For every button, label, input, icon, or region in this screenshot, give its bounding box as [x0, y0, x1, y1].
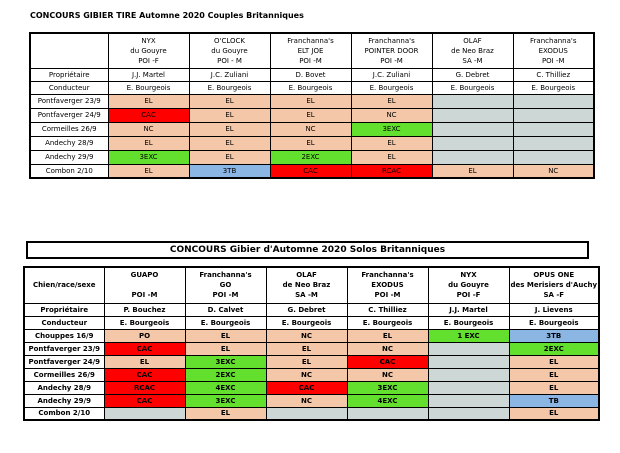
dog-breed-sex: SA -M [462, 56, 483, 65]
dog-name: Franchanna's [368, 36, 415, 45]
table-row [30, 150, 594, 164]
dog-breed-sex: SA -F [543, 291, 565, 300]
owner-cell: J.J. Martel [428, 303, 509, 316]
trial-row-label: Pontfaverger 23/9 [24, 342, 104, 355]
dog-breed-sex: POI -M [299, 56, 322, 65]
dog-name: NYX [141, 36, 156, 45]
owner-cell: J. Lievens [509, 303, 599, 316]
trial-row-label: Chouppes 16/9 [24, 329, 104, 342]
result-cell: EL [266, 342, 347, 355]
result-cell [513, 122, 594, 136]
owner-cell: G. Debret [432, 68, 513, 81]
result-cell: EL [509, 381, 599, 394]
dog-header-cell [509, 267, 599, 303]
result-cell: NC [270, 122, 351, 136]
result-cell: EL [108, 94, 189, 108]
result-cell: EL [432, 164, 513, 178]
result-cell [432, 150, 513, 164]
owner-cell: D. Calvet [185, 303, 266, 316]
table-row [24, 303, 599, 316]
trial-row-label: Andechy 28/9 [24, 381, 104, 394]
trial-row-label: Andechy 28/9 [30, 136, 108, 150]
dog-kennel: ELT JOE [297, 46, 324, 55]
dog-name: NYX [460, 271, 477, 280]
result-cell: NC [266, 368, 347, 381]
result-cell: NC [266, 394, 347, 407]
table-row [30, 108, 594, 122]
dog-breed-sex: POI -F [456, 291, 481, 300]
couples-table-title: CONCOURS GIBIER TIRE Automne 2020 Couples Britanniques [30, 11, 304, 20]
table-row [24, 368, 599, 381]
result-cell: 2EXC [185, 368, 266, 381]
couples-results-table [29, 32, 595, 179]
result-cell: 3EXC [351, 122, 432, 136]
dog-name: GUAPO [130, 271, 159, 280]
dog-breed-sex: POI - M [217, 56, 242, 65]
table-row [24, 316, 599, 329]
result-cell: 3EXC [108, 150, 189, 164]
result-cell: 1 EXC [428, 329, 509, 342]
table-row [24, 329, 599, 342]
result-cell: RCAC [351, 164, 432, 178]
dog-breed-sex: POI -M [380, 56, 403, 65]
handler-cell: E. Bourgeois [351, 81, 432, 94]
result-cell: NC [351, 108, 432, 122]
result-cell: CAC [270, 164, 351, 178]
dog-kennel: POINTER DOOR [364, 46, 419, 55]
handler-cell: E. Bourgeois [428, 316, 509, 329]
handler-cell: E. Bourgeois [270, 81, 351, 94]
result-cell: EL [108, 164, 189, 178]
result-cell: EL [189, 108, 270, 122]
table-row [30, 81, 594, 94]
trial-row-label: Combon 2/10 [24, 407, 104, 420]
result-cell: CAC [104, 342, 185, 355]
dog-name: Franchanna's [361, 271, 414, 280]
dog-header-cell [189, 33, 270, 68]
result-cell [513, 108, 594, 122]
dog-kennel: GO [219, 281, 232, 290]
handler-cell: E. Bourgeois [513, 81, 594, 94]
result-cell: EL [509, 355, 599, 368]
dog-header-cell [513, 33, 594, 68]
handler-cell: E. Bourgeois [432, 81, 513, 94]
table-row [24, 381, 599, 394]
handler-cell: E. Bourgeois [266, 316, 347, 329]
dog-name: O'CLOCK [214, 36, 245, 45]
corner-cell: Chien/race/sexe [24, 267, 104, 303]
dog-header-cell [351, 33, 432, 68]
table-row [24, 342, 599, 355]
result-cell: EL [266, 355, 347, 368]
result-cell: EL [189, 122, 270, 136]
dog-kennel: du Gouyre [448, 281, 489, 290]
dog-header-cell [266, 267, 347, 303]
result-cell: PO [104, 329, 185, 342]
owner-cell: C. Thilliez [513, 68, 594, 81]
result-cell [432, 136, 513, 150]
result-cell: 4EXC [185, 381, 266, 394]
table-row [30, 68, 594, 81]
handler-cell: E. Bourgeois [185, 316, 266, 329]
table-row [30, 33, 594, 68]
result-cell: EL [189, 150, 270, 164]
dog-breed-sex: POI -M [541, 56, 565, 65]
trial-row-label: Combon 2/10 [30, 164, 108, 178]
owner-cell: J.C. Zuliani [351, 68, 432, 81]
table-row [30, 122, 594, 136]
dog-name: Franchanna's [530, 36, 577, 45]
table-row [24, 267, 599, 303]
result-cell [428, 342, 509, 355]
dog-name: Franchanna's [287, 36, 334, 45]
dog-header-cell [428, 267, 509, 303]
owner-cell: D. Bovet [270, 68, 351, 81]
result-cell [428, 394, 509, 407]
result-cell: TB [509, 394, 599, 407]
dog-name: OLAF [463, 36, 482, 45]
result-cell [266, 407, 347, 420]
result-cell [432, 122, 513, 136]
result-cell: CAC [108, 108, 189, 122]
dog-kennel: du Gouyre [130, 46, 167, 55]
dog-header-cell [185, 267, 266, 303]
result-cell: 3TB [509, 329, 599, 342]
table-row [24, 407, 599, 420]
dog-kennel: EXODUS [538, 46, 568, 55]
result-cell: EL [351, 136, 432, 150]
handler-cell: E. Bourgeois [509, 316, 599, 329]
result-cell [104, 407, 185, 420]
result-cell: 2EXC [270, 150, 351, 164]
solos-title-box [26, 241, 589, 259]
result-cell: NC [266, 329, 347, 342]
result-cell: EL [509, 368, 599, 381]
trial-row-label: Pontfaverger 23/9 [30, 94, 108, 108]
owner-cell: J.C. Zuliani [189, 68, 270, 81]
result-cell: EL [104, 355, 185, 368]
result-cell: NC [347, 368, 428, 381]
result-cell: CAC [266, 381, 347, 394]
handler-cell: E. Bourgeois [104, 316, 185, 329]
result-cell: EL [347, 329, 428, 342]
dog-header-cell [108, 33, 189, 68]
result-cell: EL [189, 94, 270, 108]
result-cell: EL [270, 108, 351, 122]
result-cell: EL [351, 94, 432, 108]
result-cell [428, 381, 509, 394]
result-cell [513, 150, 594, 164]
result-cell: EL [351, 150, 432, 164]
result-cell: NC [347, 342, 428, 355]
trial-row-label: Cormeilles 26/9 [30, 122, 108, 136]
table-row [30, 136, 594, 150]
dog-kennel: EXODUS [371, 281, 404, 290]
result-cell [432, 94, 513, 108]
dog-kennel: de Neo Braz [451, 46, 494, 55]
owner-cell: P. Bouchez [104, 303, 185, 316]
result-cell [347, 407, 428, 420]
trial-row-label: Pontfaverger 24/9 [30, 108, 108, 122]
dog-kennel: de Neo Braz [282, 281, 331, 290]
trial-row-label: Cormeilles 26/9 [24, 368, 104, 381]
owner-cell: G. Debret [266, 303, 347, 316]
result-cell [428, 368, 509, 381]
owner-row-label: Propriétaire [24, 303, 104, 316]
dog-breed-sex: POI -F [138, 56, 159, 65]
result-cell: CAC [347, 355, 428, 368]
table-row [24, 355, 599, 368]
result-cell: EL [189, 136, 270, 150]
result-cell [432, 108, 513, 122]
owner-cell: J.J. Martel [108, 68, 189, 81]
handler-cell: E. Bourgeois [108, 81, 189, 94]
result-cell: RCAC [104, 381, 185, 394]
trial-row-label: Andechy 29/9 [30, 150, 108, 164]
result-cell: 3EXC [185, 355, 266, 368]
handler-row-label: Conducteur [30, 81, 108, 94]
trial-row-label: Andechy 29/9 [24, 394, 104, 407]
result-cell: 2EXC [509, 342, 599, 355]
result-cell: CAC [104, 368, 185, 381]
handler-cell: E. Bourgeois [189, 81, 270, 94]
dog-kennel: des Merisiers d'Auchy [510, 281, 598, 290]
result-cell: 3EXC [185, 394, 266, 407]
result-cell [428, 355, 509, 368]
handler-cell: E. Bourgeois [347, 316, 428, 329]
result-cell: 4EXC [347, 394, 428, 407]
dog-kennel: du Gouyre [211, 46, 248, 55]
dog-header-cell [104, 267, 185, 303]
dog-breed-sex: SA -M [295, 291, 318, 300]
result-cell: EL [509, 407, 599, 420]
dog-breed-sex: POI -M [374, 291, 401, 300]
handler-row-label: Conducteur [24, 316, 104, 329]
dog-breed-sex: POI -M [131, 291, 158, 300]
dog-name: Franchanna's [199, 271, 252, 280]
result-cell: EL [270, 136, 351, 150]
dog-breed-sex: POI -M [212, 291, 239, 300]
owner-row-label: Propriétaire [30, 68, 108, 81]
result-cell [428, 407, 509, 420]
result-cell: EL [185, 342, 266, 355]
dog-header-cell [347, 267, 428, 303]
trial-row-label: Pontfaverger 24/9 [24, 355, 104, 368]
dog-header-cell [432, 33, 513, 68]
result-cell [513, 136, 594, 150]
dog-header-cell [270, 33, 351, 68]
table-row [30, 94, 594, 108]
result-cell: CAC [104, 394, 185, 407]
corner-cell [30, 33, 108, 68]
solos-results-table [23, 266, 600, 421]
result-cell [513, 94, 594, 108]
result-cell: 3EXC [347, 381, 428, 394]
result-cell: EL [185, 329, 266, 342]
dog-kennel [106, 280, 184, 290]
owner-cell: C. Thilliez [347, 303, 428, 316]
table-row [24, 394, 599, 407]
result-cell: EL [108, 136, 189, 150]
dog-name: OLAF [296, 271, 317, 280]
result-cell: EL [270, 94, 351, 108]
dog-name: OPUS ONE [533, 271, 575, 280]
result-cell: 3TB [189, 164, 270, 178]
result-cell: EL [185, 407, 266, 420]
result-cell: NC [513, 164, 594, 178]
result-cell: NC [108, 122, 189, 136]
table-row [30, 164, 594, 178]
solos-table-title: CONCOURS Gibier d'Automne 2020 Solos Britanniques [169, 245, 446, 255]
